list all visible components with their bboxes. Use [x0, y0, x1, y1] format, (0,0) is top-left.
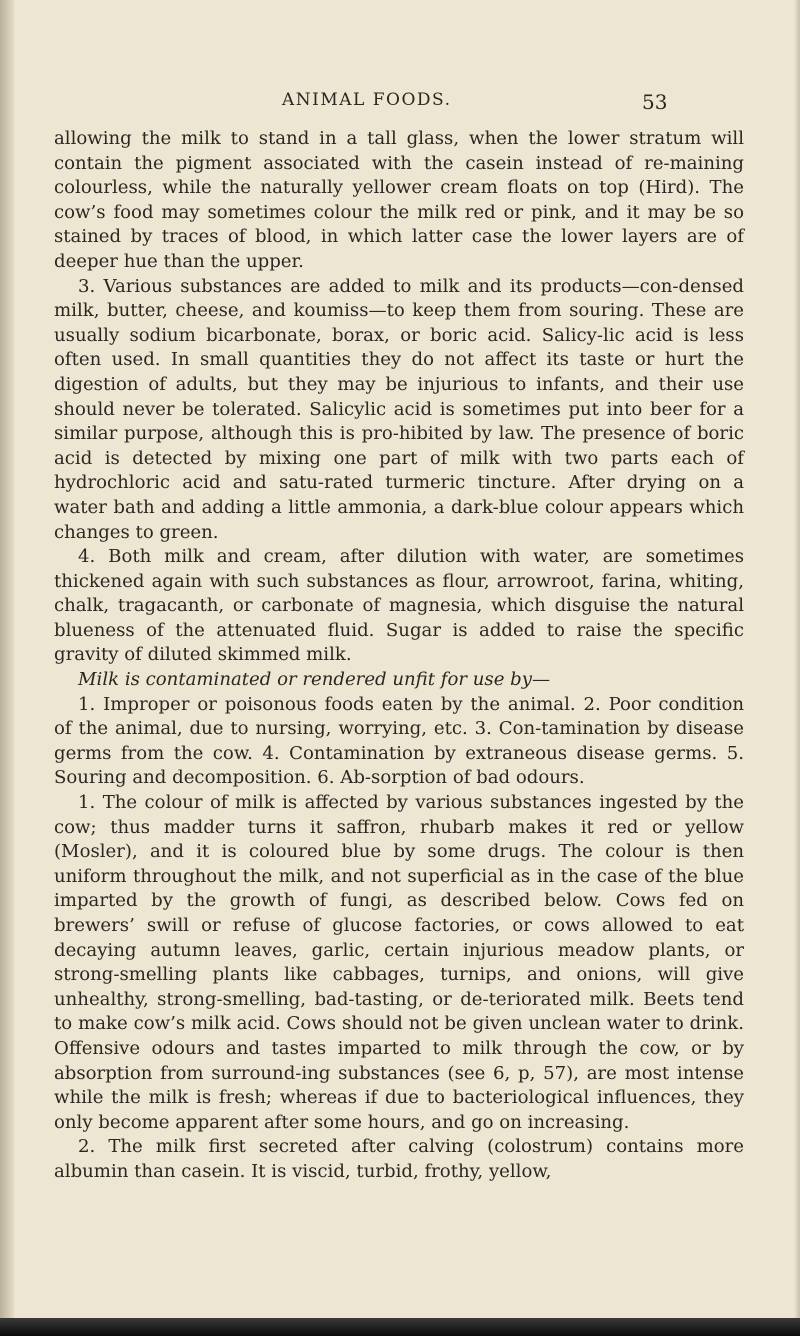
- paragraph-item-3: 3. Various substances are added to milk and its products—con-densed milk, butter, cheese, and koumiss—to keep them from souring. These are usually sodium bicarbonate, borax, or boric acid. Salicy-lic acid is less often used. In small quantities they do not affect its taste or hurt the digestion of adults, but they may be injurious to infants, and their use should never be tolerated. Salicylic acid is sometimes put into beer for a similar purpose, although this is pro-hibited by law. The presence of boric acid is detected by mixing one part of milk with two parts each of hydrochloric acid and satu-rated turmeric tincture. After drying on a water bath and adding a little ammonia, a dark-blue colour appears which changes to green.: [54, 275, 744, 543]
- paragraph-continuation: allowing the milk to stand in a tall glass, when the lower stratum will contain the pigment associated with the casein instead of re-maining colourless, while the naturally yellower cream floats on top (Hird). The cow’s food may sometimes colour the milk red or pink, and it may be so stained by traces of blood, in which latter case the lower layers are of deeper hue than the upper.: [54, 128, 744, 272]
- contamination-list: 1. Improper or poisonous foods eaten by the animal. 2. Poor condition of the animal, due to nursing, worrying, etc. 3. Con-tamination by disease germs from the cow. 4. Contamination by extraneous disease germs. 5. Souring and decomposition. 6. Ab-sorption of bad odours.: [54, 693, 744, 789]
- page-bottom-shadow: [0, 1318, 800, 1336]
- running-head: ANIMAL FOODS.: [282, 90, 452, 110]
- paragraph-item-4: 4. Both milk and cream, after dilution with water, are sometimes thickened again with such substances as flour, arrowroot, farina, whiting, chalk, tragacanth, or carbonate of magnesia, which disguise the natural blueness of the attenuated fluid. Sugar is added to raise the specific gravity of diluted skimmed milk.: [54, 546, 744, 666]
- section-heading: Milk is contaminated or rendered unfit for use by—: [78, 669, 551, 691]
- page-header: [0, 90, 800, 116]
- page-gutter-shadow: [0, 0, 14, 1336]
- body-text: [54, 127, 744, 1185]
- paragraph-colostrum: 2. The milk first secreted after calving (colostrum) contains more albumin than casein. It is viscid, turbid, frothy, yellow,: [54, 1136, 744, 1182]
- page-edge: [794, 0, 800, 1336]
- paragraph-colour: 1. The colour of milk is affected by various substances ingested by the cow; thus madder turns it saffron, rhubarb makes it red or yellow (Mosler), and it is coloured blue by some drugs. The colour is then uniform throughout the milk, and not superficial as in the case of the blue imparted by the growth of fungi, as described below. Cows fed on brewers’ swill or refuse of glucose factories, or cows allowed to eat decaying autumn leaves, garlic, certain injurious meadow plants, or strong-smelling plants like cabbages, turnips, and onions, will give unhealthy, strong-smelling, bad-tasting, or de-teriorated milk. Beets tend to make cow’s milk acid. Cows should not be given unclean water to drink. Offensive odours and tastes imparted to milk through the cow, or by absorption from surround-ing substances (see 6, p, 57), are most intense while the milk is fresh; whereas if due to bacteriological influences, they only become apparent after some hours, and go on increasing.: [54, 792, 744, 1133]
- page-number: 53: [642, 90, 668, 114]
